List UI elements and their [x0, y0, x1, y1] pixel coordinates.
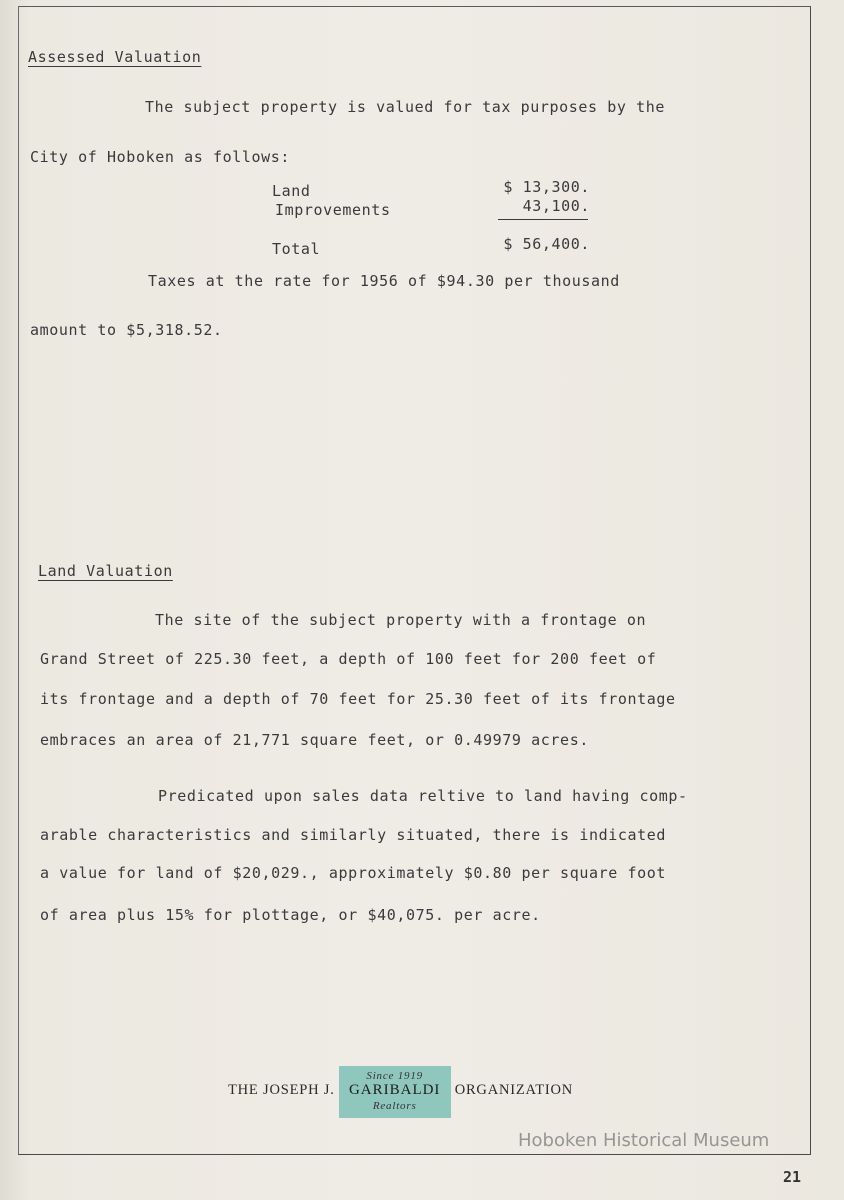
page-number: 21: [783, 1168, 802, 1186]
table-value-land: $ 13,300.: [503, 178, 590, 196]
paragraph-line: a value for land of $20,029., approximately $0.80 per square foot: [40, 864, 666, 882]
table-value-improvements: 43,100.: [522, 197, 590, 215]
table-value-total: $ 56,400.: [503, 235, 590, 253]
paragraph-line: arable characteristics and similarly situated, there is indicated: [40, 826, 666, 844]
seal-name: GARIBALDI: [348, 1082, 441, 1098]
paragraph-line: City of Hoboken as follows:: [30, 148, 291, 166]
paragraph-line: embraces an area of 21,771 square feet, or 0.49979 acres.: [40, 731, 589, 749]
paragraph-line: its frontage and a depth of 70 feet for 25.30 feet of its frontage: [40, 690, 676, 708]
section-heading-assessed-valuation: Assessed Valuation: [28, 48, 202, 66]
page-border-top: [18, 6, 810, 7]
page-border: [18, 6, 811, 1155]
paragraph-line: Taxes at the rate for 1956 of $94.30 per thousand: [148, 272, 620, 290]
paragraph-line: Grand Street of 225.30 feet, a depth of 100 feet for 200 feet of: [40, 650, 657, 668]
section-heading-land-valuation: Land Valuation: [38, 562, 173, 580]
paragraph-line: of area plus 15% for plottage, or $40,075. per acre.: [40, 906, 541, 924]
seal-since: Since 1919: [366, 1070, 423, 1082]
footer-text-right: ORGANIZATION: [454, 1081, 574, 1098]
table-label-total: Total: [272, 240, 321, 258]
seal-realtors: Realtors: [372, 1100, 417, 1112]
table-label-land: Land: [272, 182, 311, 200]
paragraph-line: Predicated upon sales data reltive to land having comp-: [158, 787, 688, 805]
paragraph-line: The site of the subject property with a frontage on: [155, 611, 647, 629]
footer-text-left: THE JOSEPH J.: [228, 1081, 335, 1098]
museum-watermark: Hoboken Historical Museum: [518, 1130, 770, 1151]
sum-rule: [498, 219, 588, 220]
table-label-improvements: Improvements: [275, 201, 391, 219]
letterhead-footer: [228, 1070, 574, 1112]
company-seal: [339, 1066, 451, 1118]
paragraph-line: amount to $5,318.52.: [30, 321, 223, 339]
page-border-left: [18, 6, 19, 1154]
paragraph-line: The subject property is valued for tax purposes by the: [145, 98, 666, 116]
